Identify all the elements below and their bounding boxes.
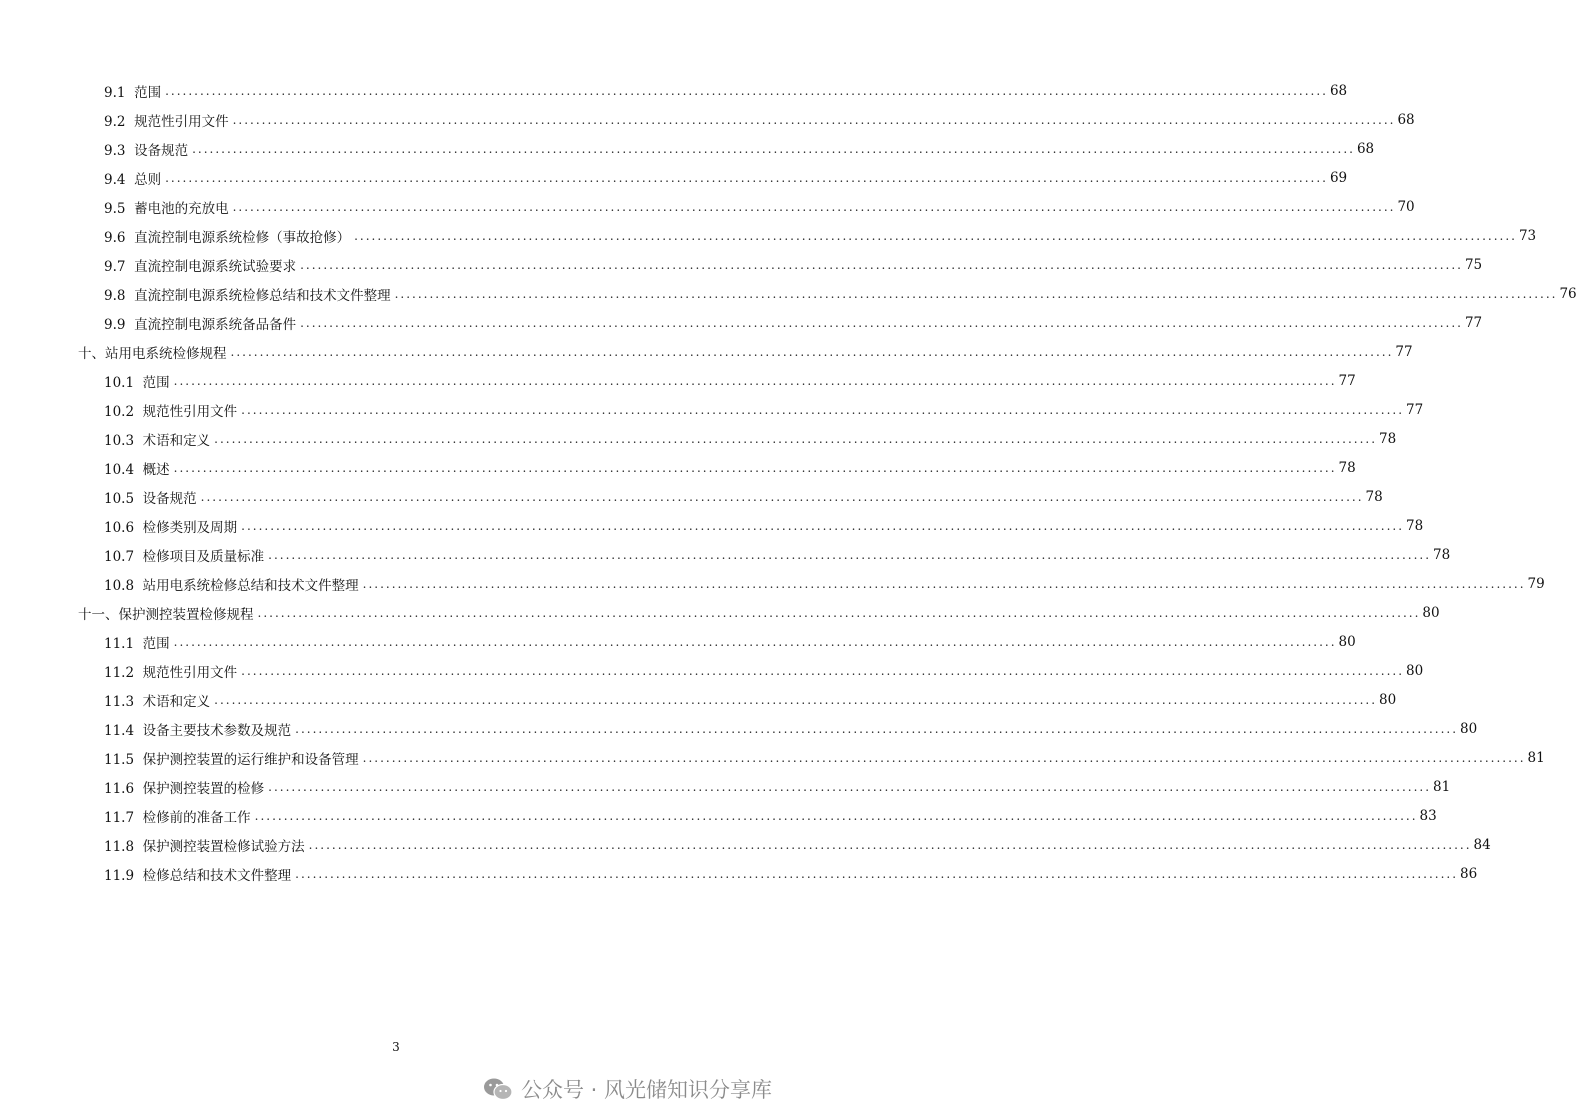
toc-entry-title: 直流控制电源系统检修（事故抢修）: [134, 229, 351, 246]
table-of-contents: [0, 76, 1577, 888]
toc-entry-number: 9.4: [104, 171, 126, 188]
toc-entry-page: 80: [1422, 604, 1440, 621]
toc-entry-number: 10.6: [104, 519, 135, 536]
toc-entry-page: 78: [1433, 546, 1451, 563]
toc-entry-title: 直流控制电源系统备品备件: [134, 316, 297, 333]
toc-entry[interactable]: [0, 105, 1415, 134]
toc-entry-label: [104, 400, 239, 420]
toc-entry-page: 73: [1518, 227, 1537, 244]
toc-entry-label: [104, 690, 212, 710]
toc-entry-page: 78: [1379, 430, 1397, 447]
toc-leader-dots: ........................................................................................................................................................................................................: [232, 112, 1396, 127]
toc-entry-label: [104, 487, 199, 507]
toc-entry-page: 68: [1356, 140, 1375, 157]
toc-entry-page: 78: [1365, 488, 1383, 505]
toc-entry-page: 86: [1460, 865, 1478, 882]
toc-entry-title: 站用电系统检修规程: [105, 345, 227, 362]
toc-leader-dots: ........................................................................................................................................................................................................: [214, 692, 1378, 707]
toc-entry-title: 检修类别及周期: [142, 519, 238, 536]
toc-entry[interactable]: [0, 424, 1397, 453]
toc-leader-dots: ........................................................................................................................................................................................................: [241, 518, 1405, 533]
toc-entry-number: 11.9: [104, 867, 135, 884]
toc-leader-dots: ........................................................................................................................................................................................................: [214, 431, 1378, 446]
toc-entry[interactable]: [0, 76, 1348, 105]
toc-entry-label: [104, 429, 212, 449]
toc-entry-label: [104, 81, 163, 101]
toc-entry-title: 设备主要技术参数及规范: [142, 722, 292, 739]
toc-entry-page: 79: [1527, 575, 1545, 592]
toc-entry-number: 11.8: [104, 838, 135, 855]
toc-entry-title: 直流控制电源系统检修总结和技术文件整理: [134, 287, 391, 304]
toc-leader-dots: ........................................................................................................................................................................................................: [257, 605, 1421, 620]
toc-entry-number: 11.7: [104, 809, 135, 826]
toc-entry-page: 68: [1397, 111, 1415, 128]
toc-entry-label: [104, 632, 172, 652]
toc-entry[interactable]: [0, 656, 1424, 685]
toc-entry-label: [104, 313, 298, 333]
toc-entry-number: 11.2: [104, 664, 135, 681]
toc-entry-page: 69: [1329, 169, 1348, 186]
toc-entry-page: 77: [1464, 314, 1483, 331]
toc-entry-label: [104, 574, 361, 594]
toc-leader-dots: ........................................................................................................................................................................................................: [300, 315, 1463, 330]
toc-entry-title: 设备规范: [134, 142, 189, 159]
toc-entry-title: 概述: [142, 461, 170, 478]
toc-entry-title: 术语和定义: [142, 693, 211, 710]
toc-entry-number: 9.6: [104, 229, 126, 246]
toc-entry-number: 11.5: [104, 751, 135, 768]
toc-entry[interactable]: [0, 801, 1437, 830]
toc-entry-title: 直流控制电源系统试验要求: [134, 258, 297, 275]
toc-entry[interactable]: [0, 337, 1413, 366]
toc-entry-number: 9.3: [104, 142, 126, 159]
toc-entry[interactable]: [0, 192, 1415, 221]
toc-entry-page: 76: [1559, 285, 1577, 302]
toc-entry-title: 规范性引用文件: [142, 664, 238, 681]
toc-entry[interactable]: [0, 482, 1383, 511]
toc-entry[interactable]: [0, 830, 1491, 859]
toc-entry-title: 检修前的准备工作: [142, 809, 251, 826]
toc-entry-label: [104, 168, 163, 188]
toc-leader-dots: ........................................................................................................................................................................................................: [268, 779, 1432, 794]
watermark: [483, 1074, 772, 1104]
toc-entry[interactable]: [0, 453, 1356, 482]
toc-entry-title: 保护测控装置检修规程: [118, 606, 254, 623]
toc-entry-number: 10.8: [104, 577, 135, 594]
toc-entry-title: 范围: [134, 84, 162, 101]
toc-entry-label: [104, 255, 298, 275]
toc-entry-number: 9.1: [104, 84, 126, 101]
toc-entry-number: 10.7: [104, 548, 135, 565]
toc-entry-page: 75: [1464, 256, 1483, 273]
toc-entry[interactable]: [0, 250, 1483, 279]
toc-entry[interactable]: [0, 627, 1356, 656]
toc-entry-label: [104, 226, 352, 246]
watermark-text: 公众号 · 风光储知识分享库: [520, 1078, 772, 1102]
toc-leader-dots: ........................................................................................................................................................................................................: [165, 170, 1328, 185]
toc-leader-dots: ........................................................................................................................................................................................................: [173, 460, 1337, 475]
toc-leader-dots: ........................................................................................................................................................................................................: [300, 257, 1463, 272]
toc-entry-number: 10.3: [104, 432, 135, 449]
toc-entry[interactable]: [0, 859, 1478, 888]
toc-entry-page: 68: [1329, 82, 1348, 99]
toc-entry[interactable]: [0, 279, 1577, 308]
page-number: 3: [392, 1040, 400, 1054]
toc-entry[interactable]: [0, 511, 1424, 540]
toc-entry-label: [78, 342, 229, 362]
toc-entry-number: 10.2: [104, 403, 135, 420]
toc-entry[interactable]: [0, 134, 1375, 163]
toc-entry[interactable]: [0, 569, 1545, 598]
toc-leader-dots: ........................................................................................................................................................................................................: [241, 663, 1405, 678]
toc-entry-label: [104, 371, 172, 391]
toc-entry-title: 设备规范: [142, 490, 197, 507]
toc-entry-number: 9.2: [104, 113, 126, 130]
toc-leader-dots: ........................................................................................................................................................................................................: [165, 83, 1328, 98]
toc-entry-page: 81: [1527, 749, 1545, 766]
toc-entry[interactable]: [0, 685, 1397, 714]
toc-entry-title: 保护测控装置的运行维护和设备管理: [142, 751, 359, 768]
toc-entry-label: [104, 719, 293, 739]
toc-entry-page: 83: [1419, 807, 1437, 824]
toc-entry-title: 站用电系统检修总结和技术文件整理: [142, 577, 359, 594]
toc-leader-dots: ........................................................................................................................................................................................................: [295, 721, 1459, 736]
toc-leader-dots: ........................................................................................................................................................................................................: [362, 576, 1526, 591]
toc-entry-page: 77: [1406, 401, 1424, 418]
toc-leader-dots: ........................................................................................................................................................................................................: [354, 228, 1517, 243]
toc-entry[interactable]: [0, 163, 1348, 192]
toc-entry-number: 9.7: [104, 258, 126, 275]
toc-entry-title: 检修项目及质量标准: [142, 548, 265, 565]
toc-entry-page: 80: [1406, 662, 1424, 679]
toc-entry-page: 80: [1338, 633, 1356, 650]
toc-entry-label: [104, 197, 231, 217]
toc-entry-title: 总则: [134, 171, 162, 188]
toc-leader-dots: ........................................................................................................................................................................................................: [200, 489, 1364, 504]
toc-leader-dots: ........................................................................................................................................................................................................: [308, 837, 1472, 852]
toc-entry-page: 80: [1460, 720, 1478, 737]
toc-entry-title: 保护测控装置的检修: [142, 780, 265, 797]
toc-leader-dots: ........................................................................................................................................................................................................: [192, 141, 1355, 156]
toc-entry-number: 10.4: [104, 461, 135, 478]
toc-entry-title: 规范性引用文件: [134, 113, 229, 130]
toc-entry-page: 84: [1473, 836, 1491, 853]
toc-entry-number: 11.1: [104, 635, 135, 652]
toc-leader-dots: ........................................................................................................................................................................................................: [268, 547, 1432, 562]
toc-entry-label: [104, 835, 307, 855]
toc-entry-number: 9.9: [104, 316, 126, 333]
toc-entry-number: 十、: [78, 345, 105, 362]
toc-leader-dots: ........................................................................................................................................................................................................: [173, 373, 1337, 388]
toc-leader-dots: ........................................................................................................................................................................................................: [254, 808, 1418, 823]
toc-leader-dots: ........................................................................................................................................................................................................: [173, 634, 1337, 649]
toc-entry[interactable]: [0, 540, 1451, 569]
toc-entry-number: 10.1: [104, 374, 135, 391]
toc-leader-dots: ........................................................................................................................................................................................................: [295, 866, 1459, 881]
wechat-icon: [483, 1076, 513, 1102]
toc-entry-label: [104, 110, 231, 130]
toc-entry-label: [104, 139, 190, 159]
toc-entry[interactable]: [0, 395, 1424, 424]
toc-entry[interactable]: [0, 308, 1483, 337]
toc-entry-number: 11.6: [104, 780, 135, 797]
toc-entry-page: 78: [1338, 459, 1356, 476]
toc-entry[interactable]: [0, 772, 1451, 801]
toc-entry-label: [104, 777, 266, 797]
toc-entry-label: [104, 864, 293, 884]
toc-entry[interactable]: [0, 743, 1545, 772]
toc-entry[interactable]: [0, 221, 1537, 250]
toc-entry-title: 检修总结和技术文件整理: [142, 867, 292, 884]
toc-leader-dots: ........................................................................................................................................................................................................: [362, 750, 1526, 765]
toc-entry-number: 9.5: [104, 200, 126, 217]
toc-entry-page: 77: [1395, 343, 1413, 360]
toc-entry-title: 范围: [142, 374, 170, 391]
toc-entry-number: 9.8: [104, 287, 126, 304]
toc-entry-label: [104, 806, 253, 826]
toc-leader-dots: ........................................................................................................................................................................................................: [241, 402, 1405, 417]
toc-entry-page: 70: [1397, 198, 1415, 215]
toc-entry-page: 81: [1433, 778, 1451, 795]
toc-entry[interactable]: [0, 366, 1356, 395]
toc-entry-title: 蓄电池的充放电: [134, 200, 229, 217]
toc-entry-number: 11.3: [104, 693, 135, 710]
toc-entry-title: 规范性引用文件: [142, 403, 238, 420]
toc-entry-page: 78: [1406, 517, 1424, 534]
toc-entry-page: 80: [1379, 691, 1397, 708]
toc-entry-title: 术语和定义: [142, 432, 211, 449]
toc-entry-page: 77: [1338, 372, 1356, 389]
toc-leader-dots: ........................................................................................................................................................................................................: [232, 199, 1396, 214]
toc-entry-label: [104, 748, 361, 768]
toc-entry-number: 10.5: [104, 490, 135, 507]
toc-entry-title: 保护测控装置检修试验方法: [142, 838, 305, 855]
toc-entry-label: [104, 545, 266, 565]
toc-entry-label: [104, 661, 239, 681]
toc-entry-title: 范围: [142, 635, 170, 652]
toc-entry-label: [104, 458, 172, 478]
toc-leader-dots: ........................................................................................................................................................................................................: [230, 344, 1394, 359]
toc-entry-number: 十一、: [78, 606, 119, 623]
toc-entry-label: [104, 516, 239, 536]
toc-leader-dots: ........................................................................................................................................................................................................: [394, 286, 1558, 301]
toc-entry-label: [78, 603, 256, 623]
toc-entry[interactable]: [0, 598, 1440, 627]
toc-entry-label: [104, 284, 393, 304]
toc-entry-number: 11.4: [104, 722, 135, 739]
toc-entry[interactable]: [0, 714, 1478, 743]
